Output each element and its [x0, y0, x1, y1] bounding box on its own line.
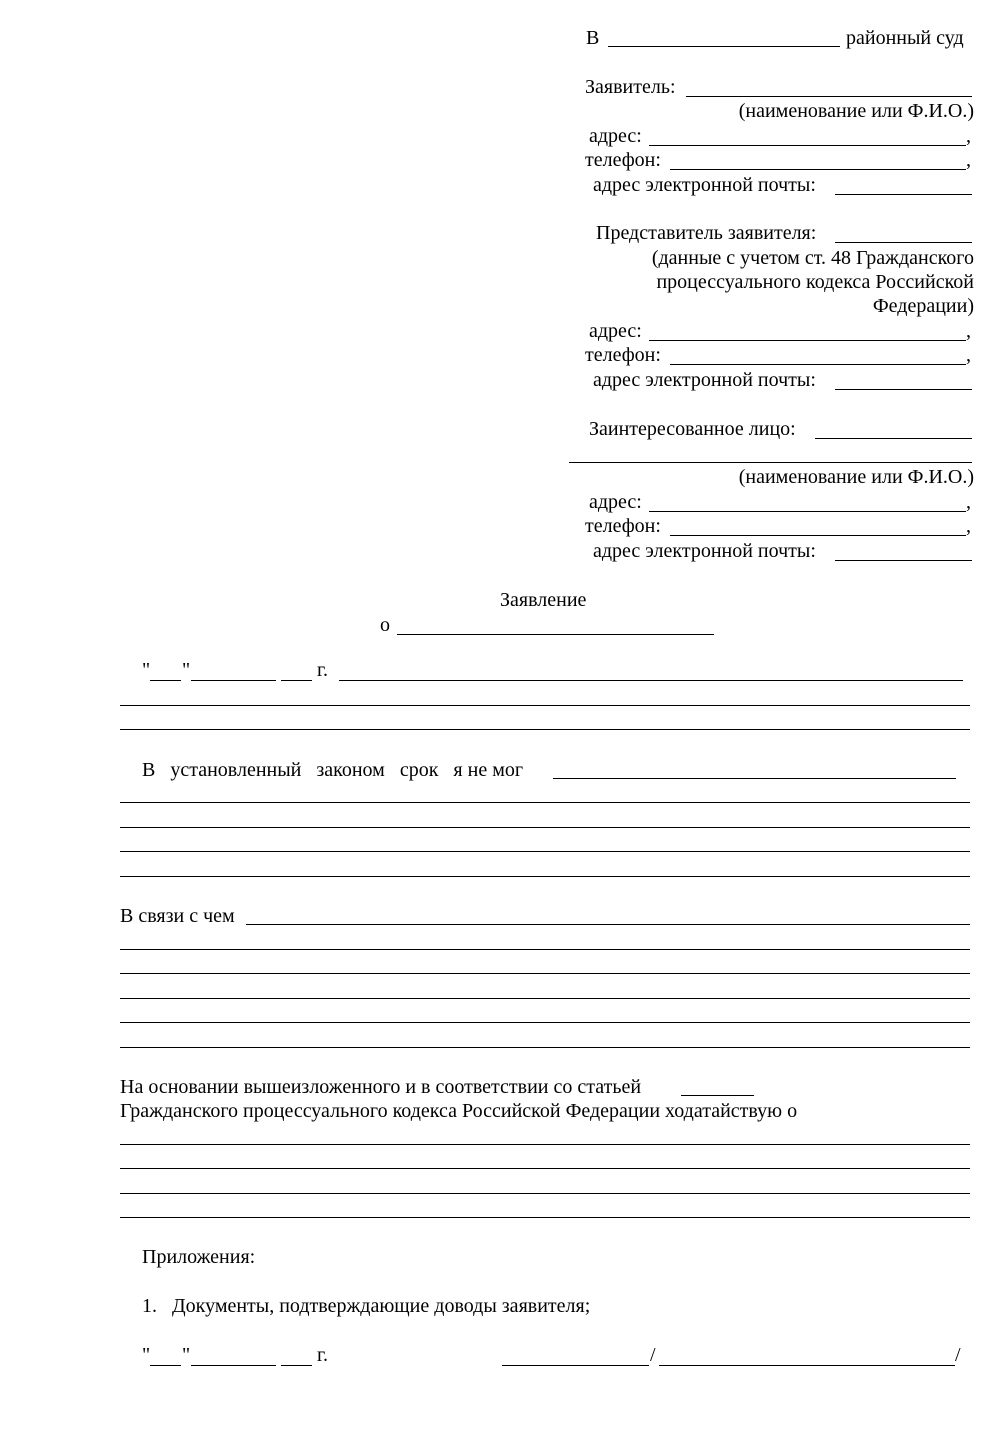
- signature-slash-end: /: [955, 1344, 961, 1366]
- circumstances-line[interactable]: [120, 705, 970, 706]
- therefore-text: В связи с чем: [120, 905, 235, 927]
- signature-slash: /: [650, 1344, 656, 1366]
- applicant-label: Заявитель:: [585, 76, 676, 98]
- representative-email-label: адрес электронной почты:: [593, 369, 816, 391]
- signature-field[interactable]: [502, 1365, 649, 1366]
- therefore-line[interactable]: [120, 1022, 970, 1023]
- signature-year-suffix: г.: [317, 1344, 328, 1366]
- applicant-phone-comma: ,: [966, 149, 971, 171]
- signature-date-quote-open: ": [142, 1344, 151, 1366]
- circumstances-field[interactable]: [339, 680, 963, 681]
- article-number-field[interactable]: [681, 1095, 754, 1096]
- petition-line[interactable]: [120, 1144, 970, 1145]
- title-subject-field[interactable]: [397, 634, 714, 635]
- applicant-email-field[interactable]: [835, 194, 972, 195]
- court-name-field[interactable]: [608, 46, 840, 47]
- deadline-reason-line[interactable]: [120, 802, 970, 803]
- therefore-line[interactable]: [120, 949, 970, 950]
- interested-name-field[interactable]: [815, 438, 972, 439]
- interested-label: Заинтересованное лицо:: [589, 418, 796, 440]
- deadline-reason-field[interactable]: [553, 778, 956, 779]
- representative-label: Представитель заявителя:: [596, 222, 817, 244]
- court-prefix: В: [586, 27, 600, 49]
- petition-line[interactable]: [120, 1193, 970, 1194]
- circumstances-line[interactable]: [120, 729, 970, 730]
- representative-address-comma: ,: [966, 320, 971, 342]
- date-quote-open: ": [142, 659, 151, 681]
- interested-address-field[interactable]: [649, 511, 966, 512]
- interested-name-hint: (наименование или Ф.И.О.): [738, 466, 974, 488]
- representative-hint-line2: процессуального кодекса Российской: [656, 271, 974, 293]
- signature-name-field[interactable]: [659, 1365, 955, 1366]
- court-suffix: районный суд: [846, 27, 964, 49]
- therefore-field[interactable]: [246, 924, 970, 925]
- interested-address-comma: ,: [966, 491, 971, 513]
- representative-phone-label: телефон:: [585, 344, 661, 366]
- representative-address-label: адрес:: [589, 320, 642, 342]
- representative-hint-line1: (данные с учетом ст. 48 Гражданского: [651, 247, 974, 269]
- basis-line1: На основании вышеизложенного и в соответствии со статьей: [120, 1076, 642, 1098]
- attachments-heading: Приложения:: [142, 1246, 256, 1268]
- petition-line[interactable]: [120, 1168, 970, 1169]
- representative-hint-line3: Федерации): [872, 295, 974, 317]
- interested-email-label: адрес электронной почты:: [593, 540, 816, 562]
- date-quote-close: ": [182, 659, 191, 681]
- applicant-phone-label: телефон:: [585, 149, 661, 171]
- representative-name-field[interactable]: [835, 242, 972, 243]
- date-year-suffix: г.: [317, 659, 328, 681]
- interested-email-field[interactable]: [835, 560, 972, 561]
- basis-line2: Гражданского процессуального кодекса Российской Федерации ходатайствую о: [120, 1100, 798, 1122]
- applicant-name-field[interactable]: [686, 96, 972, 97]
- interested-name-field-line2[interactable]: [569, 462, 972, 463]
- attachment-item: 1. Документы, подтверждающие доводы заявителя;: [142, 1295, 591, 1317]
- interested-phone-field[interactable]: [670, 535, 966, 536]
- applicant-address-label: адрес:: [589, 125, 642, 147]
- applicant-address-field[interactable]: [649, 145, 966, 146]
- therefore-line[interactable]: [120, 998, 970, 999]
- petition-line[interactable]: [120, 1217, 970, 1218]
- title-subject-prefix: о: [380, 614, 390, 636]
- signature-date-quote-close: ": [182, 1344, 191, 1366]
- representative-phone-field[interactable]: [670, 364, 966, 365]
- interested-address-label: адрес:: [589, 491, 642, 513]
- deadline-reason-line[interactable]: [120, 851, 970, 852]
- therefore-line[interactable]: [120, 1047, 970, 1048]
- date-day-field[interactable]: [150, 680, 181, 681]
- title-heading: Заявление: [500, 589, 587, 611]
- interested-phone-comma: ,: [966, 515, 971, 537]
- applicant-email-label: адрес электронной почты:: [593, 174, 816, 196]
- applicant-address-comma: ,: [966, 125, 971, 147]
- representative-email-field[interactable]: [835, 389, 972, 390]
- deadline-reason-line[interactable]: [120, 827, 970, 828]
- therefore-line[interactable]: [120, 973, 970, 974]
- interested-phone-label: телефон:: [585, 515, 661, 537]
- signature-day-field[interactable]: [150, 1365, 181, 1366]
- signature-year-field[interactable]: [281, 1365, 312, 1366]
- date-month-field[interactable]: [191, 680, 276, 681]
- date-year-field[interactable]: [281, 680, 312, 681]
- representative-address-field[interactable]: [649, 340, 966, 341]
- applicant-phone-field[interactable]: [670, 169, 966, 170]
- representative-phone-comma: ,: [966, 344, 971, 366]
- signature-month-field[interactable]: [191, 1365, 276, 1366]
- deadline-text: В установленный законом срок я не мог: [142, 759, 524, 781]
- deadline-reason-line[interactable]: [120, 876, 970, 877]
- applicant-name-hint: (наименование или Ф.И.О.): [738, 100, 974, 122]
